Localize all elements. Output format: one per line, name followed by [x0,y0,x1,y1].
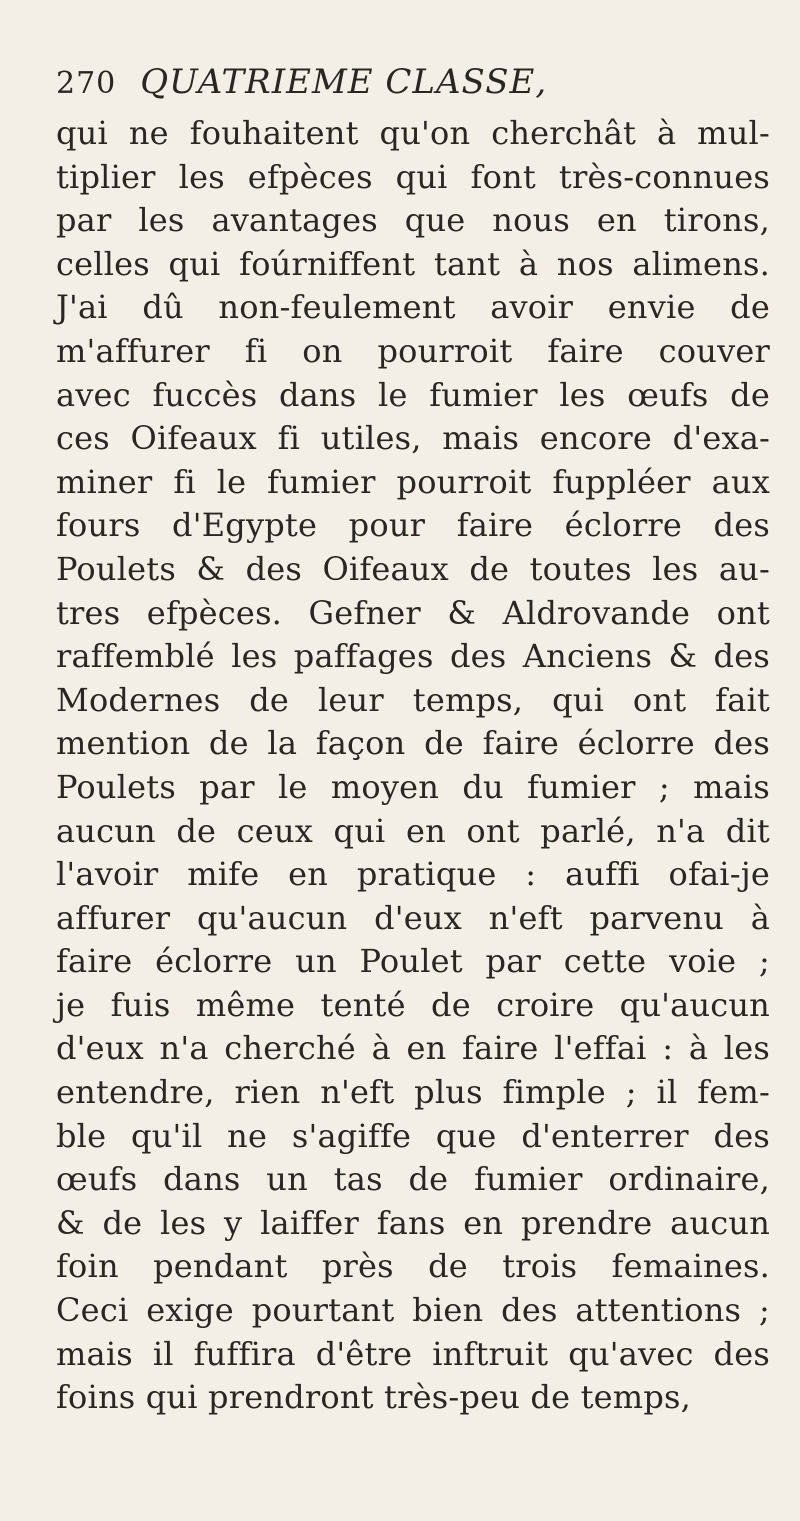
body-text [56,112,770,1420]
running-title: QUATRIEME CLASSE, [140,62,548,102]
text-line: ces Oifeaux fi utiles, mais encore d'exa- [56,419,770,458]
text-line: m'affurer fi on pourroit faire couver [56,331,770,370]
text-line: miner fi le fumier pourroit fuppléer aux [56,462,770,501]
text-line: œufs dans un tas de fumier ordinaire, [56,1160,770,1199]
text-line: J'ai dû non-feulement avoir envie de [56,288,770,327]
text-line: mention de la façon de faire éclorre des [56,724,770,763]
text-line: Modernes de leur temps, qui ont fait [56,680,770,719]
text-line: celles qui foúrniffent tant à nos alimens. [56,244,770,283]
text-line: tres efpèces. Gefner & Aldrovande ont [56,593,770,632]
text-line: foin pendant près de trois femaines. [56,1247,770,1286]
text-line: ble qu'il ne s'agiffe que d'enterrer des [56,1116,770,1155]
text-line: entendre, rien n'eft plus fimple ; il fem- [56,1073,770,1112]
page-number: 270 [56,66,117,101]
text-line: avec fuccès dans le fumier les œufs de [56,375,770,414]
text-line: aucun de ceux qui en ont parlé, n'a dit [56,811,770,850]
text-line: foins qui prendront très-peu de temps, [56,1378,692,1417]
text-line: Ceci exige pourtant bien des attentions ; [56,1291,770,1330]
text-line: mais il fuffira d'être inftruit qu'avec des [56,1334,770,1373]
running-header [56,62,770,106]
text-line: affurer qu'aucun d'eux n'eft parvenu à [56,898,770,937]
text-line: fours d'Egypte pour faire éclorre des [56,506,770,545]
text-line: d'eux n'a cherché à en faire l'effai : à les [56,1029,770,1068]
text-line: par les avantages que nous en tirons, [56,201,770,240]
text-line: je fuis même tenté de croire qu'aucun [56,985,770,1024]
text-line: raffemblé les paffages des Anciens & des [56,637,770,676]
text-line: tiplier les efpèces qui font très-connues [56,157,770,196]
text-line: l'avoir mife en pratique : auffi ofai-je [56,855,770,894]
text-line: & de les y laiffer fans en prendre aucun [56,1203,770,1242]
text-line: qui ne fouhaitent qu'on cherchât à mul- [56,114,770,152]
text-line: faire éclorre un Poulet par cette voie ; [56,942,770,981]
text-line: Poulets & des Oifeaux de toutes les au- [56,549,770,588]
text-line: Poulets par le moyen du fumier ; mais [56,767,770,806]
